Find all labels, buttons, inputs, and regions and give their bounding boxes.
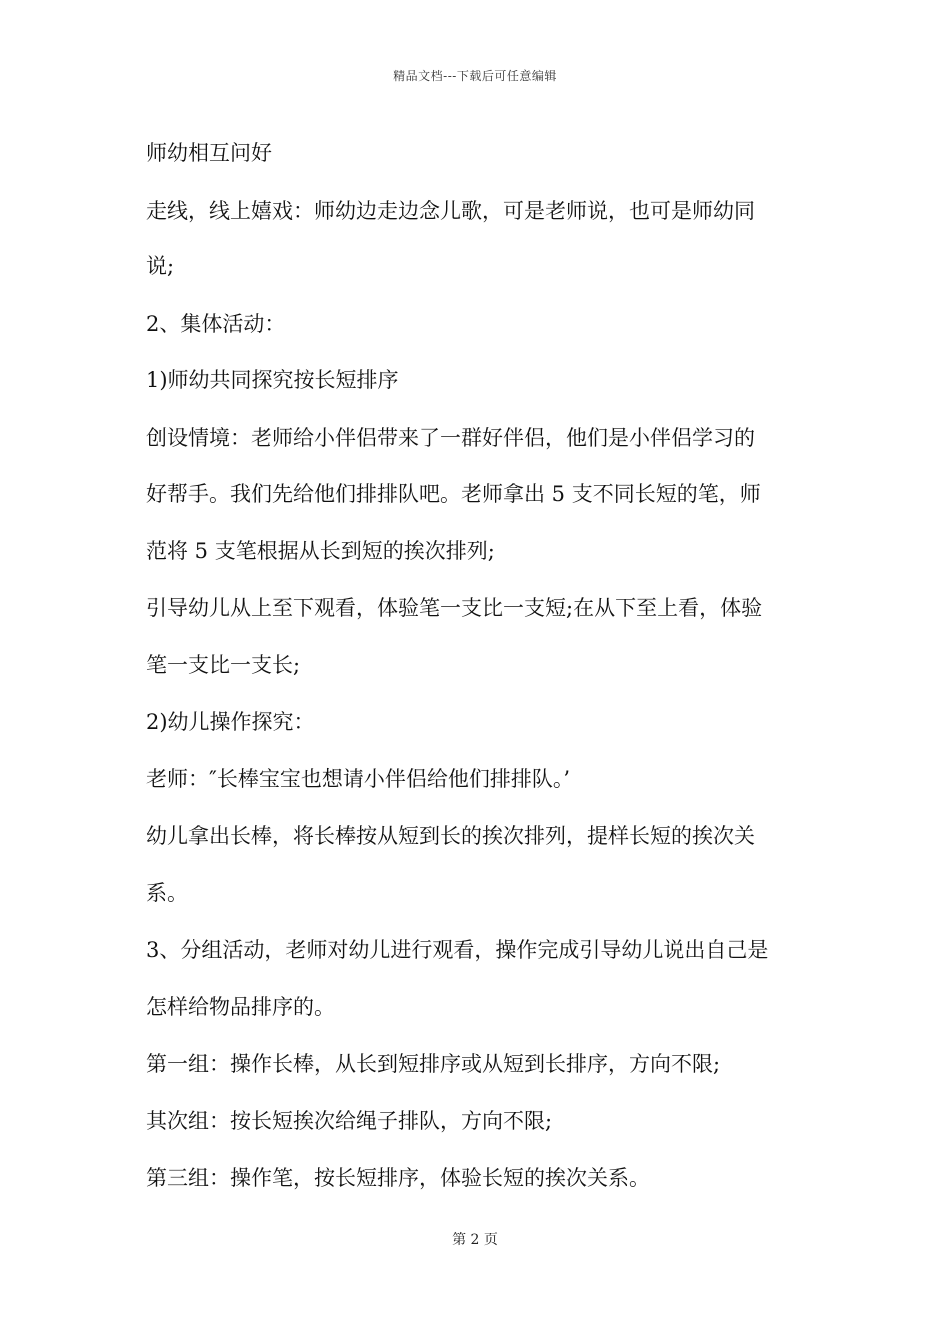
paragraph-line: 创设情境：老师给小伴侣带来了一群好伴侣，他们是小伴侣学习的 [146,426,755,450]
paragraph-line: 1)师幼共同探究按长短排序 [146,368,399,392]
paragraph-line: 幼儿拿出长棒，将长棒按从短到长的挨次排列，提样长短的挨次关 [146,824,755,848]
paragraph-line: 走线，线上嬉戏：师幼边走边念儿歌，可是老师说，也可是师幼同 [146,199,755,223]
paragraph-line: 2)幼儿操作探究： [146,710,315,734]
page-header: 精品文档---下载后可任意编辑 [393,69,557,83]
paragraph-line: 范将 5 支笔根据从长到短的挨次排列; [146,539,495,563]
paragraph-line: 说; [146,254,175,278]
paragraph-line: 3、分组活动，老师对幼儿进行观看，操作完成引导幼儿说出自己是 [146,938,769,962]
paragraph-line: 其次组：按长短挨次给绳子排队，方向不限; [146,1109,553,1133]
paragraph-line: 老师：″长棒宝宝也想请小伴侣给他们排排队。’ [146,767,571,791]
paragraph-line: 师幼相互问好 [146,141,272,165]
paragraph-line: 怎样给物品排序的。 [146,995,335,1019]
page-number: 第 2 页 [452,1232,498,1248]
paragraph-line: 第一组：操作长棒，从长到短排序或从短到长排序，方向不限; [146,1052,721,1076]
paragraph-line: 好帮手。我们先给他们排排队吧。老师拿出 5 支不同长短的笔，师 [146,482,761,506]
paragraph-line: 系。 [146,881,188,905]
paragraph-line: 笔一支比一支长; [146,653,301,677]
paragraph-line: 第三组：操作笔，按长短排序，体验长短的挨次关系。 [146,1166,650,1190]
paragraph-line: 引导幼儿从上至下观看，体验笔一支比一支短;在从下至上看，体验 [146,596,763,620]
paragraph-line: 2、集体活动： [146,312,286,336]
